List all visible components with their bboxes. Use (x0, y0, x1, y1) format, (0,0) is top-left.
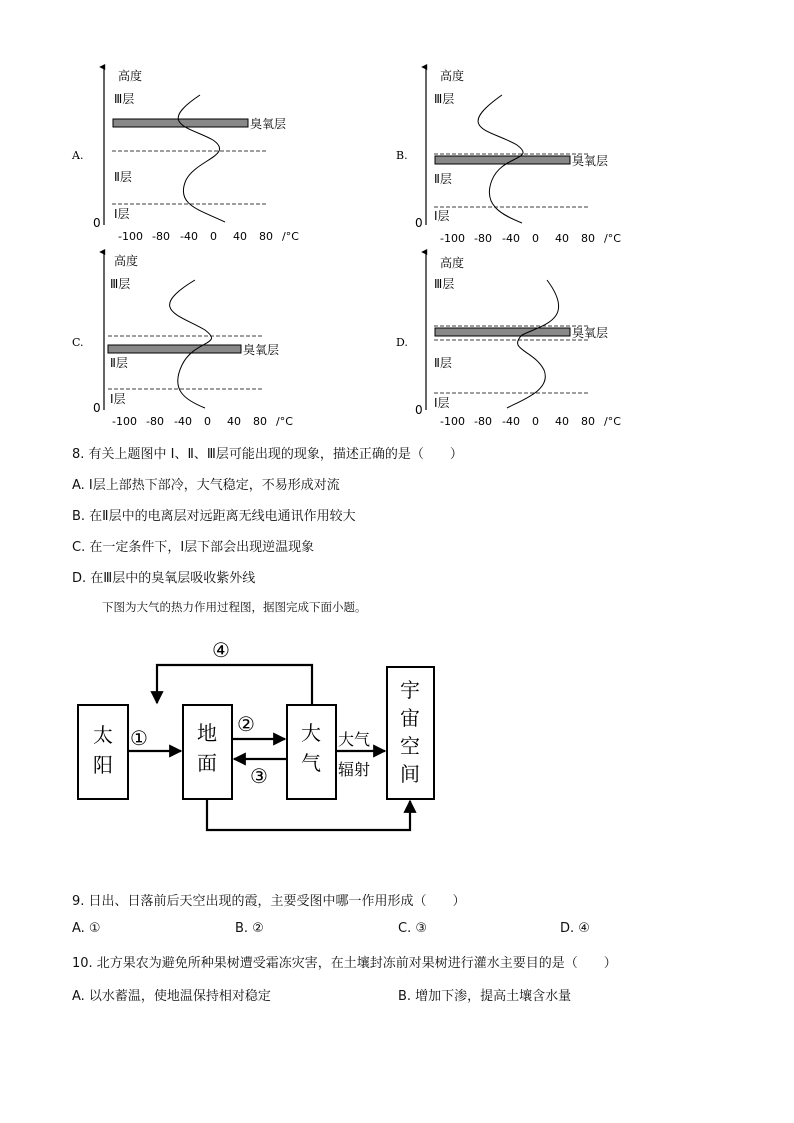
sun-char-2: 阳 (93, 753, 113, 777)
svg-text:-100: -100 (440, 232, 465, 245)
svg-text:/°C: /°C (276, 415, 293, 428)
svg-text:80: 80 (581, 415, 595, 428)
q8-option-a[interactable]: A. Ⅰ层上部热下部冷，大气稳定，不易形成对流 (72, 478, 340, 493)
ground-char-1: 地 (197, 721, 217, 745)
heat-process-diagram (0, 625, 794, 850)
option-d-label: D. (396, 336, 408, 349)
layer-3-label: Ⅲ层 (110, 277, 131, 291)
atmos-radiation-label-2: 辐射 (338, 760, 371, 779)
q8-option-d[interactable]: D. 在Ⅲ层中的臭氧层吸收紫外线 (72, 571, 256, 586)
svg-text:/°C: /°C (604, 232, 621, 245)
atmos-char-1: 大 (301, 721, 321, 745)
layer-2-label: Ⅱ层 (114, 170, 132, 184)
label-2: ② (237, 712, 255, 736)
layer-3-label: Ⅲ层 (434, 277, 455, 291)
svg-text:-100: -100 (112, 415, 137, 428)
y-label: 高度 (440, 69, 465, 83)
x-ticks (112, 415, 293, 428)
layer-3-label: Ⅲ层 (434, 92, 455, 106)
chart-b (396, 67, 621, 245)
arrow-4 (157, 665, 312, 705)
sun-box (78, 705, 128, 799)
label-4: ④ (212, 638, 230, 662)
layer-1-label: Ⅰ层 (114, 207, 130, 221)
svg-text:80: 80 (253, 415, 267, 428)
chart-c (72, 252, 293, 428)
svg-text:-40: -40 (174, 415, 192, 428)
svg-text:40: 40 (555, 415, 569, 428)
q9-option-c[interactable]: C. ③ (398, 921, 427, 936)
ozone-label: 臭氧层 (572, 326, 609, 340)
q10-option-b[interactable]: B. 增加下渗，提高土壤含水量 (398, 989, 572, 1004)
option-a-label: A. (72, 149, 84, 162)
temperature-curve (178, 95, 225, 222)
space-char-2: 宙 (400, 706, 420, 730)
layer-2-label: Ⅱ层 (110, 356, 128, 370)
y-label: 高度 (114, 254, 139, 268)
svg-text:-80: -80 (146, 415, 164, 428)
y-label: 高度 (440, 256, 465, 270)
q8-stem: 8. 有关上题图中 I、Ⅱ、Ⅲ层可能出现的现象，描述正确的是（ ） (72, 447, 463, 462)
ozone-label: 臭氧层 (250, 117, 287, 131)
svg-text:-100: -100 (118, 230, 143, 243)
ozone-bar (108, 345, 241, 353)
zero-label: 0 (93, 216, 101, 230)
atmos-char-2: 气 (301, 751, 321, 775)
diagram-intro: 下图为大气的热力作用过程图，据图完成下面小题。 (102, 600, 367, 614)
atmos-radiation-label-1: 大气 (338, 730, 371, 749)
layer-1-label: Ⅰ层 (110, 392, 126, 406)
svg-text:-40: -40 (502, 415, 520, 428)
svg-text:0: 0 (532, 232, 539, 245)
y-label: 高度 (118, 69, 143, 83)
layer-3-label: Ⅲ层 (114, 92, 135, 106)
arrow-ground-to-space (207, 799, 410, 830)
label-3: ③ (250, 764, 268, 788)
svg-text:-80: -80 (474, 232, 492, 245)
x-ticks (440, 415, 621, 428)
q10-option-a[interactable]: A. 以水蓄温，使地温保持相对稳定 (72, 989, 271, 1004)
option-b-label: B. (396, 149, 408, 162)
svg-text:-80: -80 (152, 230, 170, 243)
ozone-label: 臭氧层 (572, 154, 609, 168)
chart-panels (0, 55, 794, 435)
svg-text:40: 40 (233, 230, 247, 243)
label-1: ① (130, 726, 148, 750)
chart-d (396, 252, 621, 428)
space-char-3: 空 (400, 734, 420, 758)
layer-2-label: Ⅱ层 (434, 172, 452, 186)
chart-a (71, 67, 299, 243)
space-char-4: 间 (400, 762, 420, 786)
svg-text:40: 40 (555, 232, 569, 245)
temperature-curve (507, 280, 559, 408)
q9-stem: 9. 日出、日落前后天空出现的霞，主要受图中哪一作用形成（ ） (72, 894, 466, 909)
svg-text:0: 0 (204, 415, 211, 428)
q10-stem: 10. 北方果农为避免所种果树遭受霜冻灾害，在土壤封冻前对果树进行灌水主要目的是（ ） (72, 956, 617, 971)
zero-label: 0 (415, 403, 423, 417)
ground-char-2: 面 (197, 751, 217, 775)
layer-1-label: Ⅰ层 (434, 209, 450, 223)
sun-char-1: 太 (93, 723, 113, 747)
layer-1-label: Ⅰ层 (434, 396, 450, 410)
svg-text:0: 0 (532, 415, 539, 428)
q8-option-c[interactable]: C. 在一定条件下，Ⅰ层下部会出现逆温现象 (72, 540, 315, 555)
ozone-label: 臭氧层 (243, 343, 280, 357)
zero-label: 0 (93, 401, 101, 415)
svg-text:80: 80 (259, 230, 273, 243)
q9-option-a[interactable]: A. ① (72, 921, 101, 936)
layer-2-label: Ⅱ层 (434, 356, 452, 370)
svg-text:-80: -80 (474, 415, 492, 428)
x-ticks (440, 232, 621, 245)
svg-text:80: 80 (581, 232, 595, 245)
ozone-bar (435, 328, 570, 336)
option-c-label: C. (72, 336, 84, 349)
svg-text:-40: -40 (502, 232, 520, 245)
q9-option-b[interactable]: B. ② (235, 921, 264, 936)
svg-text:/°C: /°C (604, 415, 621, 428)
space-char-1: 宇 (400, 678, 420, 702)
q8-option-b[interactable]: B. 在Ⅱ层中的电离层对远距离无线电通讯作用较大 (72, 509, 356, 524)
ozone-bar (435, 156, 570, 164)
svg-text:-40: -40 (180, 230, 198, 243)
svg-text:/°C: /°C (282, 230, 299, 243)
svg-text:-100: -100 (440, 415, 465, 428)
zero-label: 0 (415, 216, 423, 230)
x-ticks (118, 230, 299, 243)
q9-option-d[interactable]: D. ④ (560, 921, 590, 936)
svg-text:40: 40 (227, 415, 241, 428)
svg-text:0: 0 (210, 230, 217, 243)
